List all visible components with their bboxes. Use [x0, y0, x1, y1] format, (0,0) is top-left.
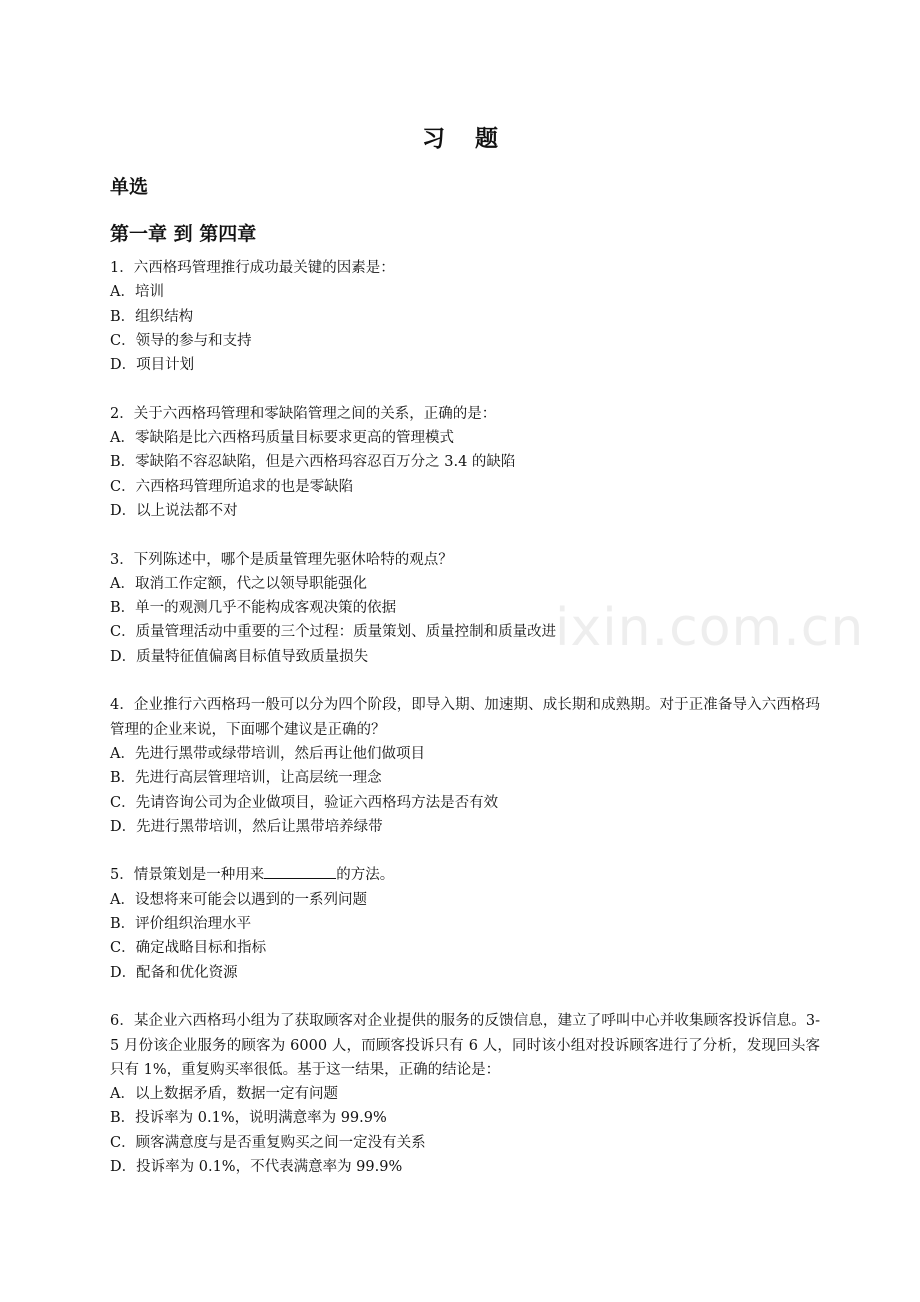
document-title: 习题	[422, 126, 528, 152]
option-b: B．单一的观测几乎不能构成客观决策的依据	[110, 600, 397, 617]
question-stem: 6．某企业六西格玛小组为了获取顾客对企业提供的服务的反馈信息，建立了呼叫中心并收集顾客投诉信息。3-5 月份该企业服务的顾客为 6000 人，而顾客投诉只有 6 人，同时该小组对投诉顾客进行了分析，发现回头客只有 1%，重复购买率很低。基于这一结果，正确的结论是：	[110, 1013, 820, 1078]
option-a: A．取消工作定额，代之以领导职能强化	[110, 575, 367, 592]
option-b: B．零缺陷不容忍缺陷，但是六西格玛容忍百万分之 3.4 的缺陷	[110, 454, 516, 471]
question-stem	[110, 863, 820, 887]
option-d: D．以上说法都不对	[110, 502, 238, 519]
question-5	[110, 863, 820, 984]
question-3	[110, 548, 820, 669]
question-4	[110, 693, 820, 839]
option-b: B．组织结构	[110, 308, 194, 325]
question-2	[110, 402, 820, 523]
option-d: D．配备和优化资源	[110, 964, 238, 981]
option-b: B．评价组织治理水平	[110, 916, 252, 933]
option-a: A．设想将来可能会以遇到的一系列问题	[110, 891, 367, 908]
question-stem-before: 5．情景策划是一种用来	[110, 867, 265, 884]
question-list	[110, 256, 820, 1204]
question-6	[110, 1009, 820, 1179]
question-stem-after: 的方法。	[336, 867, 395, 884]
question-stem: 2．关于六西格玛管理和零缺陷管理之间的关系，正确的是：	[110, 405, 497, 422]
option-c: C．六西格玛管理所追求的也是零缺陷	[110, 478, 354, 495]
option-b: B．先进行高层管理培训，让高层统一理念	[110, 770, 382, 787]
option-c: C．领导的参与和支持	[110, 332, 252, 349]
option-d: D．质量特征值偏离目标值导致质量损失	[110, 648, 369, 665]
option-d: D．投诉率为 0.1%，不代表满意率为 99.9%	[110, 1158, 403, 1175]
option-a: A．先进行黑带或绿带培训，然后再让他们做项目	[110, 745, 425, 762]
option-a: A．以上数据矛盾，数据一定有问题	[110, 1086, 338, 1103]
option-b: B．投诉率为 0.1%，说明满意率为 99.9%	[110, 1110, 387, 1127]
question-1	[110, 256, 820, 377]
option-c: C．先请咨询公司为企业做项目，验证六西格玛方法是否有效	[110, 794, 499, 811]
chapter-range-heading: 第一章 到 第四章	[110, 223, 257, 245]
option-a: A．零缺陷是比六西格玛质量目标要求更高的管理模式	[110, 430, 454, 447]
option-d: D．项目计划	[110, 357, 195, 374]
section-heading: 单选	[110, 176, 149, 198]
option-c: C．顾客满意度与是否重复购买之间一定没有关系	[110, 1134, 426, 1151]
question-stem: 1．六西格玛管理推行成功最关键的因素是：	[110, 260, 395, 276]
option-c: C．质量管理活动中重要的三个过程：质量策划、质量控制和质量改进	[110, 624, 557, 641]
question-stem: 3．下列陈述中，哪个是质量管理先驱休哈特的观点？	[110, 551, 453, 568]
watermark: ixin.com.cn	[555, 598, 865, 658]
fill-in-blank	[264, 864, 336, 879]
option-d: D．先进行黑带培训，然后让黑带培养绿带	[110, 818, 383, 835]
option-c: C．确定战略目标和指标	[110, 940, 267, 957]
question-stem: 4．企业推行六西格玛一般可以分为四个阶段，即导入期、加速期、成长期和成熟期。对于正准备导入六西格玛管理的企业来说，下面哪个建议是正确的？	[110, 697, 820, 738]
option-a: A．培训	[110, 284, 164, 301]
